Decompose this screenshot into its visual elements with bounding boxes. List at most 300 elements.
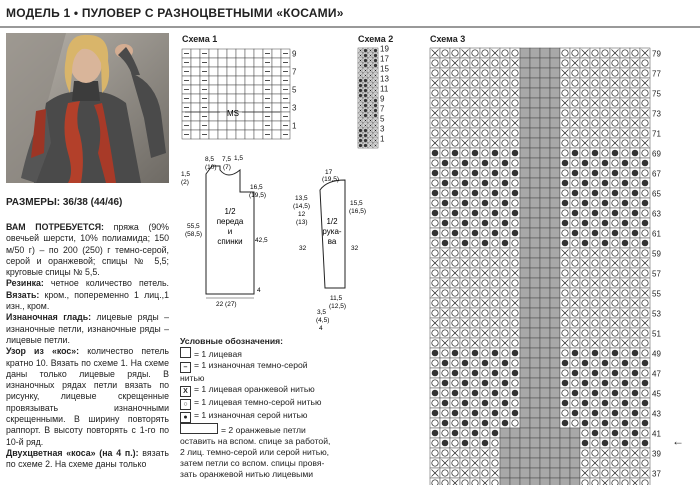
dot-icon <box>364 99 367 102</box>
legend-title: Условные обозначения: <box>180 336 283 346</box>
grid-cell <box>550 318 560 328</box>
dot-icon <box>492 150 499 157</box>
grid-cell <box>450 478 460 485</box>
grid-cell <box>520 78 530 88</box>
dot-icon <box>442 160 449 167</box>
grid-cell <box>245 58 254 67</box>
dot-icon <box>482 380 489 387</box>
grid-cell <box>500 468 510 478</box>
dot-icon <box>582 380 589 387</box>
dot-icon <box>582 420 589 427</box>
row-number: 19 <box>380 44 389 54</box>
dim-sleeve-right-len: 32 <box>351 245 359 252</box>
grid-cell <box>550 328 560 338</box>
grid-cell <box>540 318 550 328</box>
grid-cell <box>550 368 560 378</box>
cross-icon <box>180 423 218 434</box>
grid-cell <box>540 298 550 308</box>
grid-cell <box>254 85 263 94</box>
grid-cell <box>540 378 550 388</box>
grid-cell <box>272 76 281 85</box>
page-title: МОДЕЛЬ 1 • ПУЛОВЕР С РАЗНОЦВЕТНЫМИ «КОСАМИ» <box>6 6 344 20</box>
grid-cell <box>550 208 560 218</box>
grid-cell <box>570 428 580 438</box>
row-number: 77 <box>652 69 661 79</box>
dot-icon <box>364 84 367 87</box>
dim-sleeve-cuff2: 3,5 <box>317 309 327 316</box>
schema2-chart <box>356 46 418 156</box>
dot-icon <box>622 440 629 447</box>
dot-icon <box>482 180 489 187</box>
cable-text: количество петель кратно 10. Вязать по схеме 1. На схеме даны только лицевые ряды. В изнаночных рядах петли вязать по рисунку, лицевые скрещенные провязывать изнаночными скрещенными. В ширину повторять раппорт. В высоту повторять с 1-го по 10-й ряд. <box>6 346 169 447</box>
row-number: 53 <box>652 309 661 319</box>
grid-cell <box>540 208 550 218</box>
legend-item <box>180 373 340 384</box>
sleeve-label-3: ва <box>327 237 337 246</box>
row-number: 1 <box>292 121 297 131</box>
legend-sym-icon: X <box>180 386 191 397</box>
grid-cell <box>191 49 200 58</box>
dot-icon <box>492 410 499 417</box>
grid-cell <box>520 408 530 418</box>
dot-icon <box>359 84 362 87</box>
grid-cell <box>272 130 281 139</box>
front-piece-label-2: переда <box>216 217 244 226</box>
grid-cell <box>530 178 540 188</box>
dot-icon <box>359 79 362 82</box>
dot-icon <box>602 240 609 247</box>
grid-cell <box>550 448 560 458</box>
dot-icon <box>562 220 569 227</box>
grid-cell <box>530 298 540 308</box>
grid-cell <box>254 112 263 121</box>
grid-cell <box>236 76 245 85</box>
dot-icon <box>502 380 509 387</box>
dot-icon <box>642 400 649 407</box>
dot-icon <box>364 94 367 97</box>
legend-item-text: зать оранжевой нитью лицевыми <box>180 469 314 479</box>
grid-cell <box>218 112 227 121</box>
dot-icon <box>482 360 489 367</box>
row-number: 61 <box>652 229 661 239</box>
grid-cell <box>550 478 560 485</box>
grid-cell <box>530 468 540 478</box>
grid-cell <box>540 48 550 58</box>
dot-icon <box>512 370 519 377</box>
grid-cell <box>227 121 236 130</box>
dot-icon <box>622 420 629 427</box>
grid-cell <box>550 458 560 468</box>
dot-icon <box>502 180 509 187</box>
grid-cell <box>520 298 530 308</box>
grid-cell <box>520 258 530 268</box>
legend-item <box>180 410 340 423</box>
dim-sleeve-cap2: 12 <box>298 211 306 218</box>
legend-item <box>180 347 340 360</box>
row-number: 9 <box>380 94 385 104</box>
dot-icon <box>582 360 589 367</box>
dot-icon <box>452 150 459 157</box>
grid-cell <box>530 208 540 218</box>
grid-cell <box>218 76 227 85</box>
grid-cell <box>520 188 530 198</box>
grid-cell <box>191 112 200 121</box>
dot-icon <box>502 200 509 207</box>
grid-cell <box>209 58 218 67</box>
dot-icon <box>452 350 459 357</box>
dot-icon <box>622 220 629 227</box>
grid-cell <box>540 428 550 438</box>
row-number: 17 <box>380 54 389 64</box>
dot-icon <box>462 160 469 167</box>
grid-cell <box>540 58 550 68</box>
grid-cell <box>245 67 254 76</box>
dim-width: 22 (27) <box>216 301 237 308</box>
grid-cell <box>520 168 530 178</box>
grid-cell <box>254 130 263 139</box>
grid-cell <box>550 468 560 478</box>
legend-item-text: = 1 лицевая оранжевой нитью <box>194 384 315 394</box>
dot-icon <box>472 410 479 417</box>
dot-icon <box>492 430 499 437</box>
grid-cell <box>218 121 227 130</box>
grid-cell <box>550 108 560 118</box>
dot-icon <box>364 114 367 117</box>
legend-sym-icon: ○ <box>180 399 191 410</box>
grid-cell <box>540 188 550 198</box>
dim-side-h: 42,5 <box>255 237 268 244</box>
purl-label: Изнаночная гладь: <box>6 312 92 323</box>
grid-cell <box>520 468 530 478</box>
dot-icon <box>562 400 569 407</box>
grid-cell <box>218 130 227 139</box>
row-number: 1 <box>380 134 385 144</box>
grid-cell <box>530 148 540 158</box>
grid-cell <box>540 328 550 338</box>
dot-icon <box>482 220 489 227</box>
grid-cell <box>227 85 236 94</box>
grid-cell <box>530 358 540 368</box>
dot-icon <box>592 170 599 177</box>
grid-cell <box>218 103 227 112</box>
grid-cell <box>550 388 560 398</box>
dot-icon <box>592 390 599 397</box>
dot-icon <box>432 210 439 217</box>
grid-cell <box>227 49 236 58</box>
dot-icon <box>642 440 649 447</box>
row-number: 7 <box>292 67 297 77</box>
grid-cell <box>550 308 560 318</box>
grid-cell <box>530 278 540 288</box>
grid-cell <box>520 198 530 208</box>
grid-cell <box>520 138 530 148</box>
dot-icon <box>642 220 649 227</box>
dot-icon <box>374 109 377 112</box>
dim-sleeve-cuff1: 11,5 <box>330 295 343 302</box>
grid-cell <box>540 348 550 358</box>
dot-icon <box>432 410 439 417</box>
grid-cell <box>272 94 281 103</box>
grid-cell <box>520 228 530 238</box>
grid-cell <box>227 58 236 67</box>
dot-icon <box>572 150 579 157</box>
grid-cell <box>550 348 560 358</box>
grid-cell <box>550 268 560 278</box>
dot-icon <box>462 240 469 247</box>
grid-cell <box>209 49 218 58</box>
dot-icon <box>612 410 619 417</box>
legend-item <box>180 397 340 410</box>
grid-cell <box>530 78 540 88</box>
dot-icon <box>452 230 459 237</box>
dot-icon <box>632 210 639 217</box>
materials-text: пряжа (90% овечьей шерсти, 10% полиамида; 150 м/50 г) – по 200 (250) г темно-серой, серой и оранжевой; спицы № 5,5; круговые спицы № 5,5. <box>6 222 169 278</box>
row-number: 57 <box>652 269 661 279</box>
grid-cell <box>530 428 540 438</box>
dot-icon <box>432 230 439 237</box>
dot-icon <box>602 380 609 387</box>
grid-cell <box>530 438 540 448</box>
grid-cell <box>236 94 245 103</box>
schema3-grid <box>430 48 650 485</box>
grid-cell <box>530 238 540 248</box>
legend-item <box>180 447 340 458</box>
legend-item <box>180 469 340 480</box>
dot-icon <box>622 380 629 387</box>
grid-cell <box>272 58 281 67</box>
dot-icon <box>512 230 519 237</box>
dot-icon <box>374 114 377 117</box>
dot-icon <box>602 360 609 367</box>
grid-cell <box>610 478 620 485</box>
dot-icon <box>642 360 649 367</box>
grid-cell <box>209 85 218 94</box>
dim-sleeve-cuff1b: (12,5) <box>329 303 346 310</box>
dot-icon <box>364 134 367 137</box>
grid-cell <box>550 428 560 438</box>
dot-icon <box>602 440 609 447</box>
dot-icon <box>562 160 569 167</box>
dot-icon <box>472 350 479 357</box>
dot-icon <box>364 89 367 92</box>
dot-icon <box>572 350 579 357</box>
grid-cell <box>520 148 530 158</box>
dot-icon <box>452 370 459 377</box>
dot-icon <box>512 210 519 217</box>
dot-icon <box>462 200 469 207</box>
dot-icon <box>632 410 639 417</box>
dot-icon <box>582 400 589 407</box>
dot-icon <box>612 170 619 177</box>
grid-cell <box>236 130 245 139</box>
grid-cell <box>570 438 580 448</box>
dot-icon <box>472 170 479 177</box>
grid-cell <box>236 67 245 76</box>
grid-cell <box>550 48 560 58</box>
grid-cell <box>460 478 470 485</box>
grid-cell <box>191 85 200 94</box>
grid-cell <box>236 49 245 58</box>
grid-cell <box>209 67 218 76</box>
grid-cell <box>520 288 530 298</box>
grid-cell <box>550 288 560 298</box>
grid-cell <box>520 178 530 188</box>
front-piece-label-3: и <box>227 227 233 236</box>
dot-icon <box>562 360 569 367</box>
grid-cell <box>540 308 550 318</box>
grid-cell <box>530 228 540 238</box>
row-number: 5 <box>380 114 385 124</box>
dot-icon <box>482 400 489 407</box>
dot-icon <box>592 370 599 377</box>
dot-icon <box>562 200 569 207</box>
grid-cell <box>520 218 530 228</box>
dot-icon <box>612 190 619 197</box>
grid-cell <box>254 76 263 85</box>
dot-icon <box>602 400 609 407</box>
dot-icon <box>442 360 449 367</box>
grid-cell <box>540 118 550 128</box>
cable-label: Узор из «кос»: <box>6 346 80 357</box>
grid-cell <box>530 478 540 485</box>
grid-cell <box>550 438 560 448</box>
dot-icon <box>632 390 639 397</box>
grid-cell <box>245 121 254 130</box>
grid-cell <box>218 85 227 94</box>
grid-cell <box>550 128 560 138</box>
grid-cell <box>560 438 570 448</box>
dot-icon <box>582 240 589 247</box>
grid-cell <box>272 112 281 121</box>
rib-text: четное количество петель. <box>43 278 169 289</box>
row-number: 65 <box>652 189 661 199</box>
schema2-row-numbers <box>380 45 389 144</box>
grid-cell <box>530 288 540 298</box>
legend-item-text: = 1 изнаночная серой нитью <box>194 410 308 420</box>
grid-cell <box>540 278 550 288</box>
grid-cell <box>530 368 540 378</box>
dim-sleeve-top-w: 17 <box>325 169 333 176</box>
grid-cell <box>530 348 540 358</box>
row-number: 37 <box>652 469 661 479</box>
purl-text: лицевые ряды – изнаночные петли, изнаночные ряды – лицевые петли. <box>6 312 169 345</box>
grid-cell <box>209 112 218 121</box>
knit-label: Вязать: <box>6 289 40 300</box>
dot-icon <box>592 430 599 437</box>
grid-cell <box>227 94 236 103</box>
grid-cell <box>570 458 580 468</box>
dot-icon <box>602 160 609 167</box>
dot-icon <box>632 170 639 177</box>
grid-cell <box>540 408 550 418</box>
grid-cell <box>520 368 530 378</box>
grid-cell <box>530 418 540 428</box>
grid-cell <box>218 49 227 58</box>
rib-label: Резинка: <box>6 278 44 289</box>
grid-cell <box>550 178 560 188</box>
grid-cell <box>530 108 540 118</box>
row-number: 55 <box>652 289 661 299</box>
grid-cell <box>530 408 540 418</box>
dot-icon <box>572 210 579 217</box>
grid-cell <box>540 478 550 485</box>
dot-icon <box>492 170 499 177</box>
dot-icon <box>364 139 367 142</box>
grid-cell <box>530 218 540 228</box>
grid-cell <box>520 248 530 258</box>
grid-cell <box>570 478 580 485</box>
grid-cell <box>550 358 560 368</box>
grid-cell <box>520 348 530 358</box>
schema1-chart <box>180 46 310 131</box>
dim-sleeve-cap1b: (14,5) <box>293 203 310 210</box>
dot-icon <box>432 190 439 197</box>
grid-cell <box>520 48 530 58</box>
grid-cell <box>245 85 254 94</box>
dot-icon <box>612 370 619 377</box>
grid-cell <box>540 388 550 398</box>
row-number: 3 <box>292 103 297 113</box>
dot-icon <box>562 180 569 187</box>
grid-cell <box>254 67 263 76</box>
row-number: 73 <box>652 109 661 119</box>
grid-cell <box>520 308 530 318</box>
dot-icon <box>364 79 367 82</box>
dot-icon <box>572 410 579 417</box>
grid-cell <box>530 318 540 328</box>
grid-cell <box>540 198 550 208</box>
grid-cell <box>540 68 550 78</box>
row-number: 43 <box>652 409 661 419</box>
grid-cell <box>560 468 570 478</box>
dot-icon <box>562 420 569 427</box>
schema1-title: Схема 1 <box>182 34 218 44</box>
legend <box>180 336 340 480</box>
dot-icon <box>632 190 639 197</box>
row-number: 7 <box>380 104 385 114</box>
grid-cell <box>570 468 580 478</box>
grid-cell <box>510 438 520 448</box>
dot-icon <box>622 240 629 247</box>
legend-sym-icon <box>180 347 191 358</box>
grid-cell <box>236 85 245 94</box>
materials-label: ВАМ ПОТРЕБУЕТСЯ: <box>6 222 104 232</box>
dot-icon <box>642 200 649 207</box>
grid-cell <box>550 248 560 258</box>
schema1-ms-label: MS <box>227 109 239 118</box>
row-number: 63 <box>652 209 661 219</box>
dot-icon <box>582 180 589 187</box>
row-number: 11 <box>380 84 389 94</box>
grid-cell <box>520 328 530 338</box>
grid-cell <box>540 148 550 158</box>
grid-cell <box>272 67 281 76</box>
grid-cell <box>540 268 550 278</box>
grid-cell <box>470 478 480 485</box>
dot-icon <box>452 390 459 397</box>
dim-sleeve-left-len: 32 <box>299 245 307 252</box>
grid-cell <box>540 418 550 428</box>
grid-cell <box>550 258 560 268</box>
dot-icon <box>472 210 479 217</box>
grid-cell <box>227 76 236 85</box>
grid-cell <box>550 138 560 148</box>
grid-cell <box>550 198 560 208</box>
dot-icon <box>432 430 439 437</box>
dot-icon <box>572 170 579 177</box>
dot-icon <box>502 160 509 167</box>
grid-cell <box>254 121 263 130</box>
